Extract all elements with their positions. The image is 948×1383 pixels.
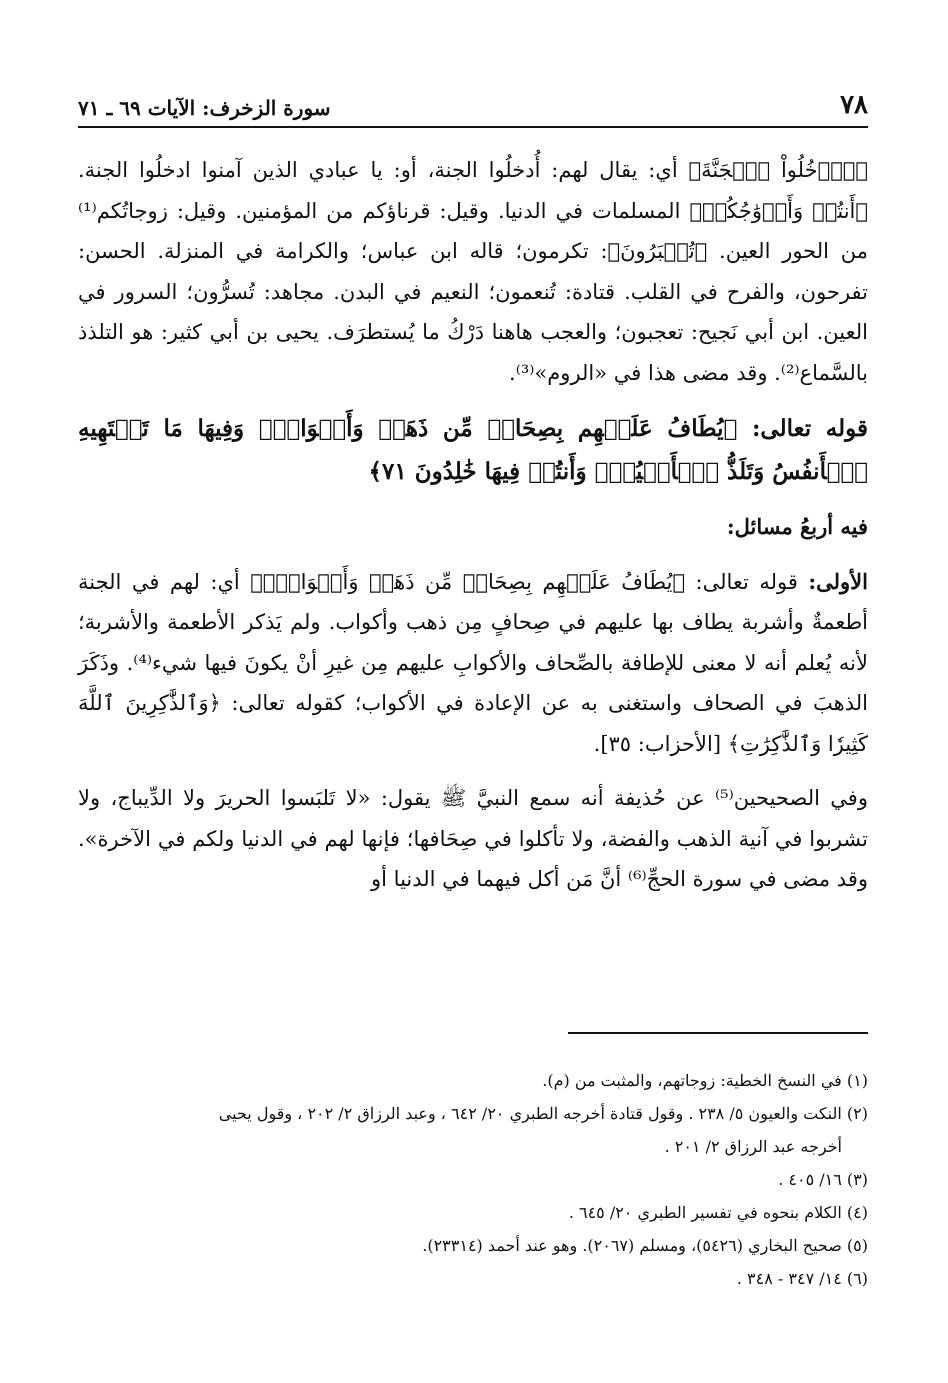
running-title: سورة الزخرف: الآيات ٦٩ ـ ٧١ [78,96,331,120]
main-text [78,150,868,900]
page-number: ٧٨ [840,90,868,120]
issues-heading: فيه أربعُ مسائل: [726,514,868,539]
footnote-2: (٢) النكت والعيون ٥/ ٢٣٨ . وقول قتادة أخرجه الطبري ٢٠/ ٦٤٢ ، وعبد الرزاق ٢/ ٢٠٢ ، وقول يحيى [218,1104,868,1123]
verse-heading: قوله تعالى: ﴿يُطَافُ عَلَيۡهِم بِصِحَافٖ مِّن ذَهَبٖ وَأَكۡوَابٖۖ وَفِيهَا مَا تَشۡتَهِيهِ ٱلۡأَنفُسُ وَتَلَذُّ ٱلۡأَعۡيُنُۖ وَأَنتُمۡ فِيهَا خَٰلِدُونَ ٧١﴾ [78,415,868,485]
footnote-3: (٣) ١٦/ ٤٠٥ . [778,1170,868,1189]
paragraph-commentary: ﴿ٱدۡخُلُواْ ٱلۡجَنَّةَ﴾ أي: يقال لهم: أُدخلُوا الجنة، أو: يا عبادي الذين آمنوا ادخلُوا الجنة. ﴿أَنتُمۡ وَأَزۡوَٰجُكُمۡ﴾ المسلمات في الدنيا. وقيل: قرناؤكم من المؤمنين. وقيل: زوجاتُكم⁽¹⁾ من الحور العين. ﴿تُحۡبَرُونَ﴾: تكرمون؛ قاله ابن عباس؛ والكرامة في المنزلة. الحسن: تفرحون، والفرح في القلب. قتادة: تُنعمون؛ النعيم في البدن. مجاهد: تُسرُّون؛ السرور في العين. ابن أبي نَجيح: تعجبون؛ والعجب هاهنا دَرْكُ ما يُستطرَف. يحيى بن أبي كثير: هو التلذذ بالسَّماع⁽²⁾. وقد مضى هذا في «الروم»⁽³⁾. [78,158,868,385]
paragraph-hadith: وفي الصحيحين⁽⁵⁾ عن حُذيفة أنه سمع النبيَّ ﷺ يقول: «لا تَلبَسوا الحريرَ ولا الدِّيباج، ولا تشربوا في آنية الذهب والفضة، ولا تأكلوا في صِحَافها؛ فإنها لهم في الدنيا ولكم في الآخرة». وقد مضى في سورة الحجِّ⁽⁶⁾ أنَّ مَن أكل فيهما في الدنيا أو [78,786,868,891]
footnote-6: (٦) ١٤/ ٣٤٧ - ٣٤٨ . [736,1269,868,1288]
page-header [78,80,868,128]
footnote-4: (٤) الكلام بنحوه في تفسير الطبري ٢٠/ ٦٤٥ . [568,1203,868,1222]
footnote-2-continued: أخرجه عبد الرزاق ٢/ ٢٠١ . [664,1137,842,1156]
first-issue-label: الأولى: [808,568,868,594]
footnote-separator [568,1032,868,1034]
footnote-5: (٥) صحيح البخاري (٥٤٢٦)، ومسلم (٢٠٦٧). وهو عند أحمد (٢٣٣١٤). [422,1236,868,1255]
first-issue-text: قوله تعالى: ﴿يُطَافُ عَلَيۡهِم بِصِحَافٖ مِّن ذَهَبٖ وَأَكۡوَابٖۖ﴾ أي: لهم في الجنة أطعمةٌ وأشربة يطاف بها عليهم في صِحافٍ مِن ذهب وأكواب. ولم يَذكر الأطعمة والأشربة؛ لأنه يُعلم أنه لا معنى للإطافة بالصِّحاف والأكوابِ عليهم مِن غيرِ أنْ يكونَ فيها شيء⁽⁴⁾. وذَكَرَ الذهبَ في الصحاف واستغنى به عن الإعادة في الأكواب؛ كقوله تعالى: ﴿وَٱلذَّٰكِرِينَ ٱللَّهَ كَثِيرٗا وَٱلذَّٰكِرَٰتِ﴾ [الأحزاب: ٣٥]. [78,569,868,756]
footnotes [78,1064,868,1295]
paragraph-first-issue [78,562,868,765]
footnote-1: (١) في النسخ الخطية: زوجاتهم، والمثبت من (م). [542,1071,868,1090]
